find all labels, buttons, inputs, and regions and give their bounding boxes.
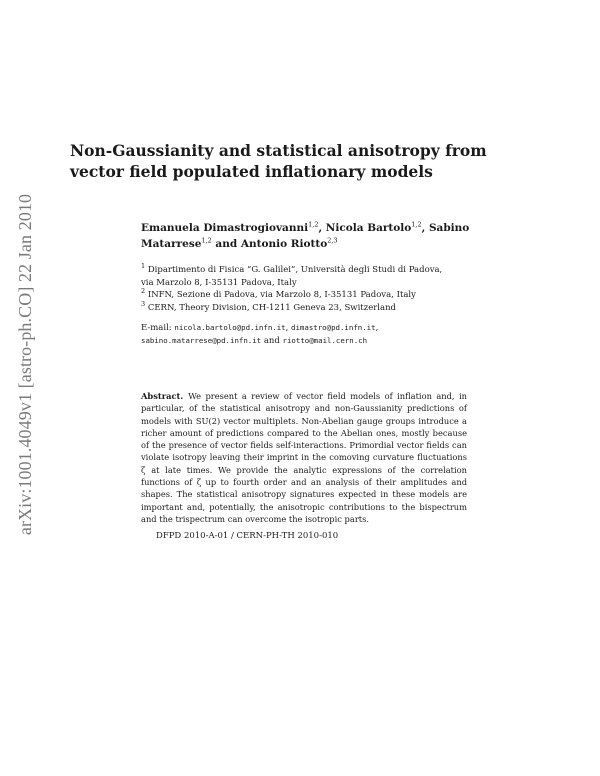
author-affiliation-mark: 1,2 [411,220,422,229]
arxiv-id-text: arXiv:1001.4049v1 [astro-ph.CO] 22 Jan 2010 [15,193,36,535]
affiliation-number: 3 [141,299,146,308]
abstract-text: We present a review of vector field models of inflation and, in particular, of the statistical anisotropy and non-Gaussianity predictions of models with SU(2) vector multiplets. Non-Abelian gauge groups introduce a richer amount of predictions compared to the Abelian ones, mostly because of the presence of vector fields self-interactions. Primordial vector fields can violate isotropy leaving their imprint in the comoving curvature fluctuations ζ at late times. We provide the analytic expressions of the correlation functions of ζ up to fourth order and an analysis of their amplitudes and shapes. The statistical anisotropy signatures expected in these models are important and, potentially, the anisotropic contributions to the bispectrum and the trispectrum can overcome the isotropic parts. [141,391,467,524]
affiliation-text: Dipartimento di Fisica “G. Galilei”, Università degli Studi di Padova, [147,265,443,275]
paper-title: Non-Gaussianity and statistical anisotropy from vector field populated inflationary models [70,141,487,181]
email-and-word: and [263,335,280,346]
affiliation-number: 1 [141,262,146,271]
affiliation-text: via Marzolo 8, I-35131 Padova, Italy [141,277,297,288]
abstract [141,390,467,525]
author-separator: , [318,222,326,234]
affiliation-line [141,264,481,277]
email-address[interactable]: dimastro@pd.infn.it [291,323,376,332]
email-address[interactable]: sabino.matarrese@pd.infn.it [141,335,262,345]
affiliation-list [141,264,481,314]
author-affiliation-mark: 1,2 [201,236,212,245]
author-separator: , [421,222,429,234]
affiliation-text: INFN, Sezione di Padova, via Marzolo 8, I-35131 Padova, Italy [147,290,416,300]
author-list [141,220,481,252]
email-address[interactable]: riotto@mail.cern.ch [282,335,368,345]
author-affiliation-mark: 1,2 [308,220,319,229]
author-affiliation-mark: 2,3 [327,236,338,245]
author-separator: and [211,238,241,250]
affiliation-line [141,289,481,302]
affiliation-number: 2 [141,287,146,296]
email-address[interactable]: nicola.bartolo@pd.infn.it [174,323,286,332]
email-block: E-mail: nicola.bartolo@pd.infn.it, dimastro@pd.infn.it, sabino.matarrese@pd.infn.it and riotto@mail.cern.ch [141,323,379,346]
arxiv-side-identifier [8,176,44,552]
author-name: Antonio Riotto [240,238,328,250]
email-label: E-mail: [141,323,172,333]
affiliation-text: CERN, Theory Division, CH-1211 Geneva 23, Switzerland [147,302,396,313]
author-name: Sabino Matarrese [141,222,470,250]
preprint-number: DFPD 2010-A-01 / CERN-PH-TH 2010-010 [156,531,339,541]
author-name: Nicola Bartolo [325,222,412,234]
affiliation-line [141,299,481,315]
abstract-label: Abstract. [141,391,184,401]
author-name: Emanuela Dimastrogiovanni [141,222,309,234]
affiliation-line [141,277,481,290]
